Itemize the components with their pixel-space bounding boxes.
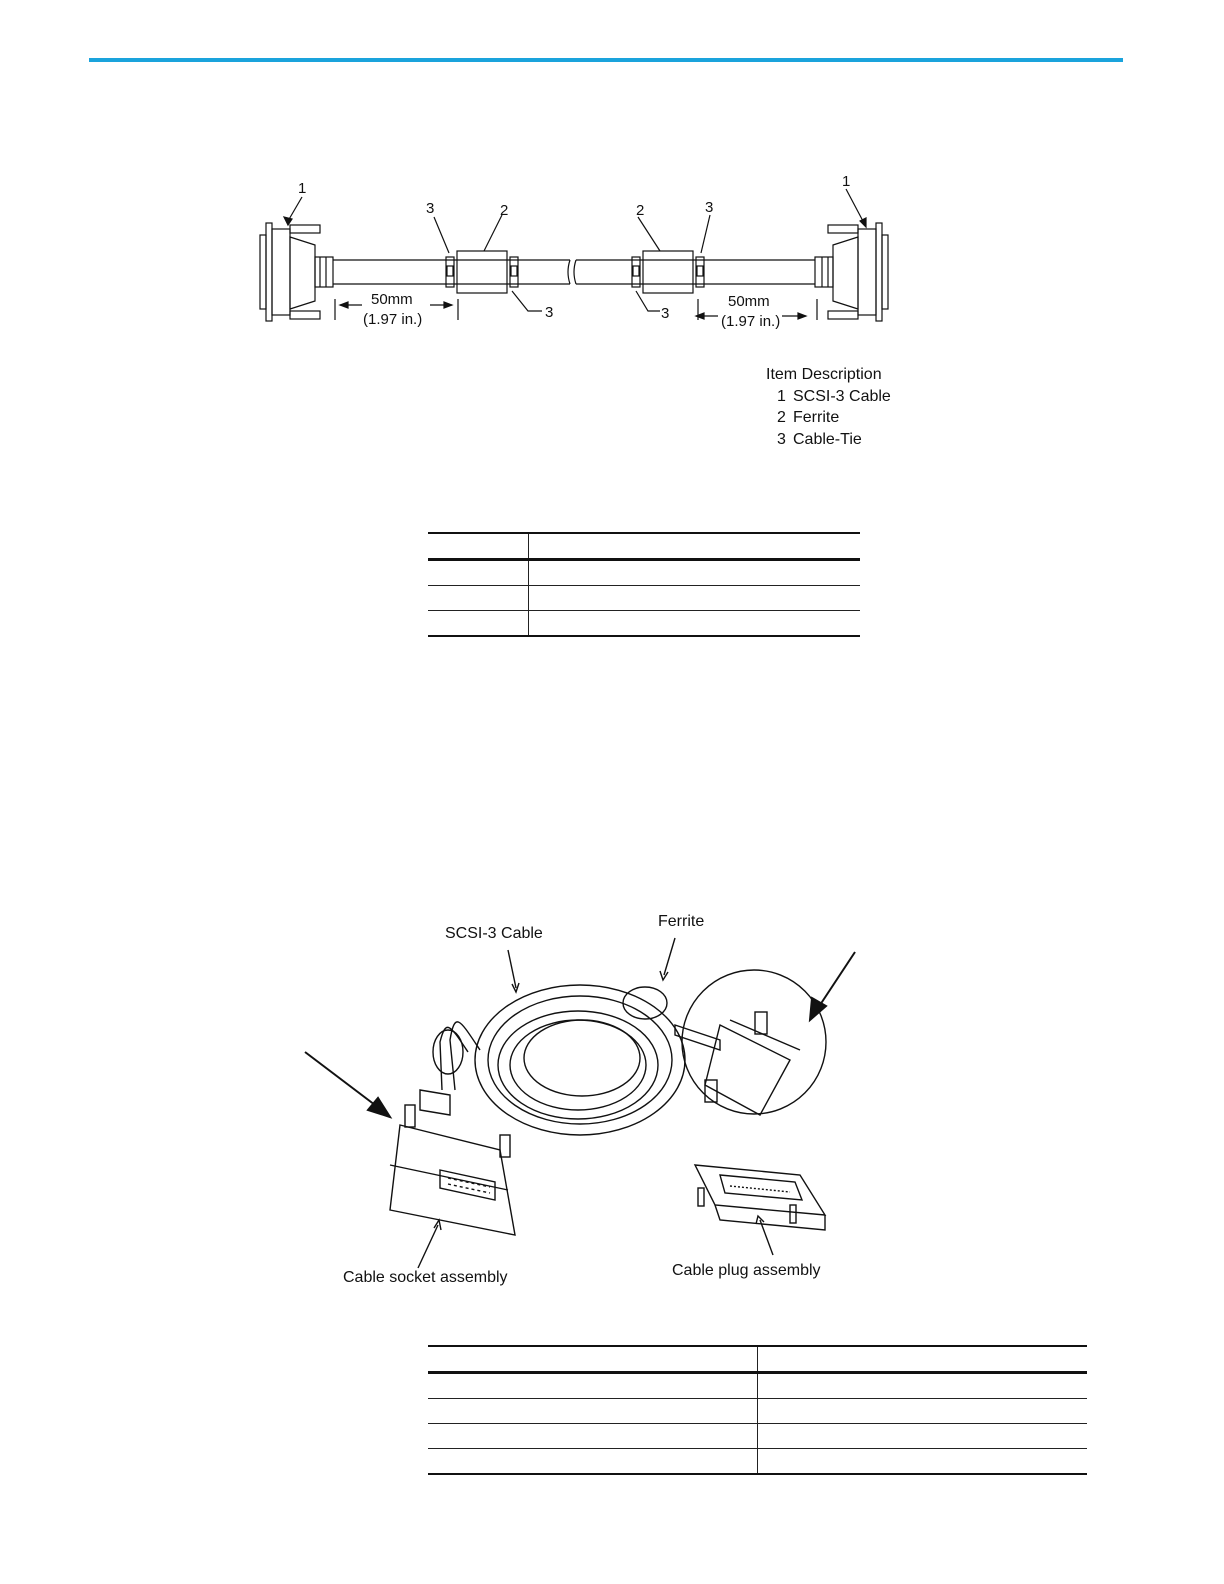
dimension-left-metric: 50mm <box>371 291 413 308</box>
legend-row <box>766 407 891 429</box>
label-ferrite: Ferrite <box>658 913 705 930</box>
ferrite-left <box>457 251 507 293</box>
legend-label: Cable-Tie <box>793 430 862 448</box>
table-row <box>428 586 860 611</box>
table-2 <box>428 1345 1087 1475</box>
table-1 <box>428 532 860 637</box>
callout-1-left: 1 <box>298 180 307 197</box>
table-row <box>428 1399 1087 1424</box>
cable-socket-assembly <box>390 1090 515 1235</box>
callout-3-upper-right: 3 <box>705 199 714 216</box>
left-connector <box>260 223 333 321</box>
legend-num: 2 <box>777 409 786 426</box>
callout-1-right: 1 <box>842 173 851 190</box>
cable-coil <box>440 985 685 1135</box>
scsi-cable-illustration <box>290 900 910 1300</box>
item-legend <box>766 364 891 450</box>
legend-label: Ferrite <box>793 409 840 426</box>
table-row <box>428 1424 1087 1449</box>
label-plug-assembly: Cable plug assembly <box>672 1262 821 1279</box>
cable-body <box>333 260 815 284</box>
callout-2-right: 2 <box>636 202 645 219</box>
table-row <box>428 1346 1087 1373</box>
callout-3-lower-left: 3 <box>545 304 554 321</box>
legend-label: SCSI-3 Cable <box>793 387 891 405</box>
table-row <box>428 1449 1087 1475</box>
ferrite-right <box>643 251 693 293</box>
magnified-connector <box>675 970 826 1115</box>
table-row <box>428 533 860 560</box>
table-row <box>428 560 860 586</box>
legend-header: Item Description <box>766 366 882 383</box>
label-socket-assembly: Cable socket assembly <box>343 1269 508 1286</box>
callout-2-left: 2 <box>500 202 509 219</box>
callout-3-upper-left: 3 <box>426 200 435 217</box>
dimension-right-imperial: (1.97 in.) <box>721 313 781 330</box>
legend-row <box>766 429 891 451</box>
dimension-left-imperial: (1.97 in.) <box>363 311 423 328</box>
legend-row <box>766 386 891 408</box>
legend-num: 1 <box>777 387 786 405</box>
ferrite-left <box>433 1030 463 1074</box>
table-row <box>428 611 860 637</box>
label-scsi-cable: SCSI-3 Cable <box>445 925 543 942</box>
table-row <box>428 1373 1087 1399</box>
right-connector <box>815 223 888 321</box>
callout-3-lower-right: 3 <box>661 305 670 322</box>
header-rule <box>89 58 1123 62</box>
legend-num: 3 <box>777 430 786 448</box>
dimension-right-metric: 50mm <box>728 293 770 310</box>
